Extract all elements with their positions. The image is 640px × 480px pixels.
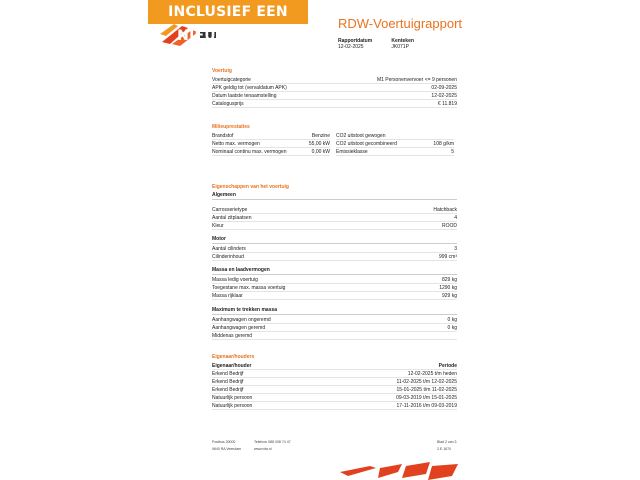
section-title: Eigenschappen van het voertuig [212, 184, 289, 190]
section-voertuig [212, 68, 457, 108]
table-row [212, 214, 457, 222]
row-value: Benzine [311, 133, 330, 139]
subsection-title: Algemeen [212, 192, 457, 200]
section-trekken [212, 307, 457, 340]
row-value: 0,00 kW [311, 149, 330, 155]
row-value: 5 [451, 149, 454, 155]
row-key: Cilinderinhoud [212, 254, 244, 260]
row-key: Nominaal continu max. vermogen [212, 149, 287, 155]
table-row [212, 292, 457, 300]
row-key: Massa ledig voertuig [212, 277, 258, 283]
table-row [212, 84, 457, 92]
footer-address [212, 439, 241, 453]
col-owner: Eigenaar/houder [212, 363, 252, 369]
row-value: 1290 kg [439, 285, 457, 291]
footer-line: Blad 2 van 3 [437, 440, 457, 444]
table-row [212, 76, 457, 84]
table-row [212, 332, 457, 340]
milieu-right [336, 132, 454, 156]
table-row [212, 394, 457, 402]
table-row [212, 386, 457, 394]
table-row [212, 92, 457, 100]
section-title: Voertuig [212, 68, 232, 74]
row-key: CO2 uitstoot gewogen [336, 133, 386, 139]
table-row [212, 140, 330, 148]
row-value: 09-03-2019 t/m 15-01-2025 [396, 395, 457, 401]
row-key: Natuurlijk persoon [212, 395, 253, 401]
table-row [336, 140, 454, 148]
promo-banner: INCLUSIEF EEN NIEUWE APK [148, 0, 308, 24]
row-key: Netto max. vermogen [212, 141, 260, 147]
row-value: M1 Personenvervoer <= 9 personen [376, 77, 457, 83]
row-value: 4 [454, 215, 457, 221]
row-value: 3 [454, 246, 457, 252]
row-key: Voertuigcategorie [212, 77, 251, 83]
subsection-title: Massa en laadvermogen [212, 267, 457, 275]
row-value: 12-02-2025 [431, 93, 457, 99]
milieu-left [212, 132, 330, 156]
table-row [336, 132, 454, 140]
footer-line: 9640 RA Veendam [212, 447, 242, 451]
footer-line: Postbus 30000 [212, 440, 236, 444]
row-value: 0 kg [447, 317, 457, 323]
row-value: 55,00 kW [308, 141, 330, 147]
row-value: 17-11-2016 t/m 09-03-2019 [396, 403, 457, 409]
row-key: Natuurlijk persoon [212, 403, 253, 409]
row-key: Erkend Bedrijf [212, 371, 244, 377]
row-key: Datum laatste tenaamstelling [212, 93, 277, 99]
table-header [212, 362, 457, 370]
row-key: Aantal cilinders [212, 246, 246, 252]
row-key: Aanhangwagen ongeremd [212, 317, 271, 323]
row-key: Toegestane max. massa voertuig [212, 285, 286, 291]
row-value: 999 cm³ [438, 254, 457, 260]
section-title: Eigenaar/houders [212, 354, 255, 360]
table-row [212, 370, 457, 378]
subsection-title: Maximum te trekken massa [212, 307, 457, 315]
plate-number: JK071P [391, 44, 409, 50]
table-row [212, 148, 330, 156]
row-key: CO2 uitstoot gecombineerd [336, 141, 397, 147]
table-row [212, 245, 457, 253]
row-value: € 11.819 [437, 101, 457, 107]
row-key: Emissieklasse [336, 149, 368, 155]
table-row [212, 206, 457, 214]
table-row [212, 100, 457, 108]
table-row [212, 132, 330, 140]
row-value: 02-09-2025 [431, 85, 457, 91]
footer-line: www.rdw.nl [254, 447, 272, 451]
col-period: Periode [438, 363, 457, 369]
row-value: 12-02-2025 t/m heden [407, 371, 457, 377]
row-key: Erkend Bedrijf [212, 379, 244, 385]
footer-contact [254, 439, 291, 453]
table-row [212, 402, 457, 410]
row-key: Aanhangwagen geremd [212, 325, 266, 331]
report-date: 12-02-2025 [338, 44, 364, 50]
table-row [212, 324, 457, 332]
report-meta [338, 38, 443, 50]
footer-page [437, 439, 456, 453]
row-value: 15-01-2025 t/m 11-02-2025 [396, 387, 457, 393]
section-title: Milieuprestaties [212, 124, 250, 130]
section-eigenaren [212, 354, 457, 410]
report-title: RDW-Voertuigrapport [338, 16, 463, 31]
row-key: Brandstof [212, 133, 234, 139]
row-value: 108 g/km [433, 141, 454, 147]
table-row [336, 148, 454, 156]
row-key: APK geldig tot (vervaldatum APK) [212, 85, 287, 91]
decorative-stripe-icon [340, 462, 460, 480]
footer-line: Telefoon 088 008 74 47 [254, 440, 291, 444]
section-motor [212, 236, 457, 261]
row-value: 0 kg [447, 325, 457, 331]
subsection-title: Motor [212, 236, 457, 244]
section-milieu [212, 124, 457, 156]
row-value: 829 kg [441, 277, 457, 283]
table-row [212, 378, 457, 386]
row-key: Carrosserietype [212, 207, 248, 213]
footer-line: 2.E.1670 [437, 447, 452, 451]
row-value: Hatchback [433, 207, 457, 213]
section-massa [212, 267, 457, 300]
row-key: Massa rijklaar [212, 293, 243, 299]
table-row [212, 316, 457, 324]
table-row [212, 276, 457, 284]
row-value: ROOD [442, 223, 457, 229]
plate-label: Kenteken [391, 38, 414, 44]
table-row [212, 222, 457, 230]
row-value: 11-02-2025 t/m 12-02-2025 [396, 379, 457, 385]
row-key: Erkend Bedrijf [212, 387, 244, 393]
row-value: 929 kg [441, 293, 457, 299]
report-date-label: Rapportdatum [338, 38, 373, 44]
table-row [212, 253, 457, 261]
row-key: Catalogusprijs [212, 101, 244, 107]
section-eigenschappen [212, 184, 457, 230]
row-key: Middenas geremd [212, 333, 253, 339]
row-key: Kleur [212, 223, 224, 229]
row-key: Aantal zitplaatsen [212, 215, 252, 221]
table-row [212, 284, 457, 292]
